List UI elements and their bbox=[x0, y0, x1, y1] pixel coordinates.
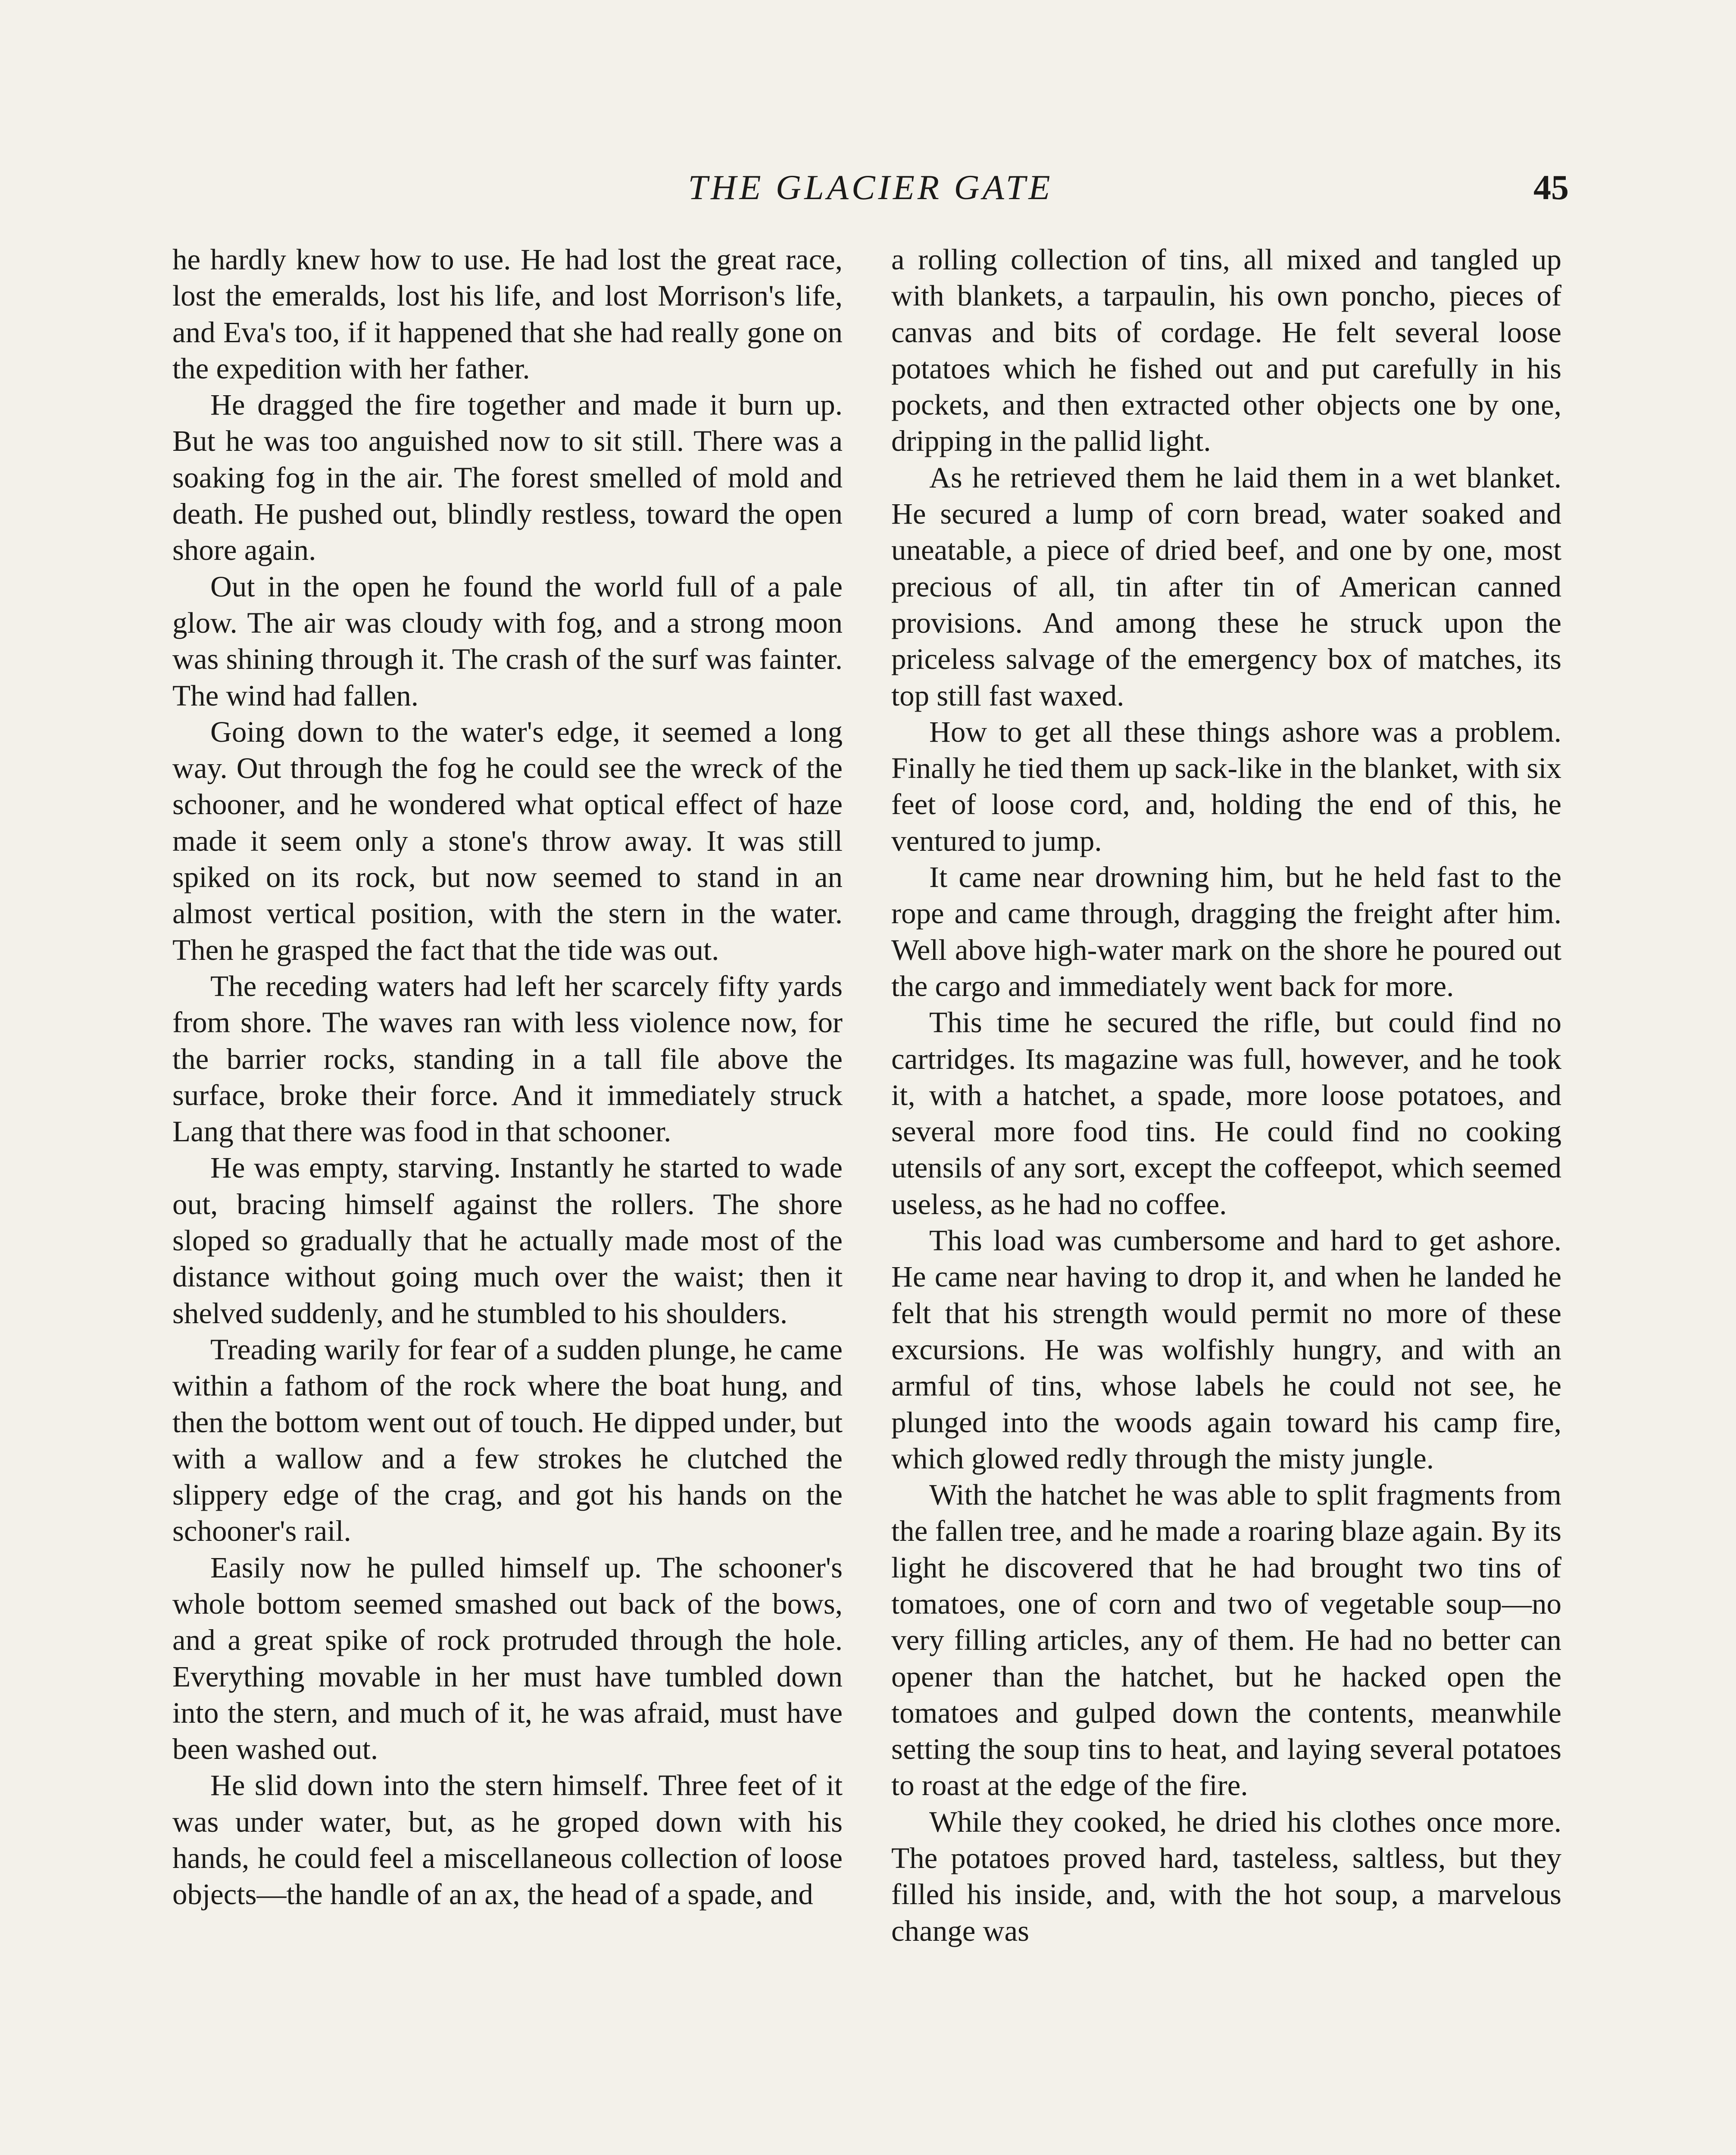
running-header bbox=[172, 164, 1569, 216]
paragraph: It came near drowning him, but he held fast to the rope and came through, dragging the freight after him. Well above high-water mark on the shore he poured out the cargo and immediately went back for more. bbox=[891, 861, 1561, 1003]
page-number: 45 bbox=[1533, 168, 1569, 207]
paragraph: This load was cumbersome and hard to get ashore. He came near having to drop it, and when he landed he felt that his strength would permit no more of these excursions. He was wolfishly hungry, and with an armful of tins, whose labels he could not see, he plunged into the woods again toward his camp fire, which glowed redly through the misty jungle. bbox=[891, 1224, 1561, 1475]
paragraph: How to get all these things ashore was a problem. Finally he tied them up sack-like in the blanket, with six feet of loose cord, and, holding the end of this, he ventured to jump. bbox=[891, 715, 1561, 857]
right-column bbox=[891, 241, 1561, 2155]
paragraph: Going down to the water's edge, it seemed a long way. Out through the fog he could see the wreck of the schooner, and he wondered what optical effect of haze made it seem only a stone's throw away. It was still spiked on its rock, but now seemed to stand in an almost vertical position, with the stern in the water. Then he grasped the fact that the tide was out. bbox=[172, 715, 843, 966]
paragraph: Treading warily for fear of a sudden plunge, he came within a fathom of the rock where the boat hung, and then the bottom went out of touch. He dipped under, but with a wallow and a few strokes he clutched the slippery edge of the crag, and got his hands on the schooner's rail. bbox=[172, 1333, 843, 1548]
paragraph: Easily now he pulled himself up. The schooner's whole bottom seemed smashed out back of the bows, and a great spike of rock protruded through the hole. Everything movable in her must have tumbled down into the stern, and much of it, he was afraid, must have been washed out. bbox=[172, 1551, 843, 1766]
running-title: THE GLACIER GATE bbox=[688, 168, 1053, 207]
paragraph: The receding waters had left her scarcely fifty yards from shore. The waves ran with less violence now, for the barrier rocks, standing in a tall file above the surface, broke their force. And it immediately struck Lang that there was food in that schooner. bbox=[172, 969, 843, 1148]
paragraph: a rolling collection of tins, all mixed and tangled up with blankets, a tarpaulin, his own poncho, pieces of canvas and bits of cordage. He felt several loose potatoes which he fished out and put carefully in his pockets, and then extracted other objects one by one, dripping in the pallid light. bbox=[891, 243, 1561, 458]
paragraph: He slid down into the stern himself. Three feet of it was under water, but, as he groped down with his hands, he could feel a miscellaneous collection of loose objects—the handle of an ax, the head of a spade, and bbox=[172, 1769, 843, 1911]
paragraph: He was empty, starving. Instantly he started to wade out, bracing himself against the rollers. The shore sloped so gradually that he actually made most of the distance without going much over the waist; then it shelved suddenly, and he stumbled to his shoulders. bbox=[172, 1151, 843, 1330]
left-column bbox=[172, 241, 843, 2155]
paragraph: he hardly knew how to use. He had lost the great race, lost the emeralds, lost his life, and lost Morrison's life, and Eva's too, if it happened that she had really gone on the expedition with her father. bbox=[172, 243, 843, 385]
paragraph: As he retrieved them he laid them in a wet blanket. He secured a lump of corn bread, water soaked and uneatable, a piece of dried beef, and one by one, most precious of all, tin after tin of American canned provisions. And among these he struck upon the priceless salvage of the emergency box of matches, its top still fast waxed. bbox=[891, 461, 1561, 712]
paragraph: This time he secured the rifle, but could find no cartridges. Its magazine was full, however, and he took it, with a hatchet, a spade, more loose potatoes, and several more food tins. He could find no cooking utensils of any sort, except the coffeepot, which seemed useless, as he had no coffee. bbox=[891, 1006, 1561, 1221]
paragraph: He dragged the fire together and made it burn up. But he was too anguished now to sit still. There was a soaking fog in the air. The forest smelled of mold and death. He pushed out, blindly restless, toward the open shore again. bbox=[172, 388, 843, 567]
paragraph: While they cooked, he dried his clothes once more. The potatoes proved hard, tasteless, saltless, but they filled his inside, and, with the hot soup, a marvelous change was bbox=[891, 1805, 1561, 1947]
paragraph: Out in the open he found the world full of a pale glow. The air was cloudy with fog, and a strong moon was shining through it. The crash of the surf was fainter. The wind had fallen. bbox=[172, 570, 843, 712]
paragraph: With the hatchet he was able to split fragments from the fallen tree, and he made a roaring blaze again. By its light he discovered that he had brought two tins of tomatoes, one of corn and two of vegetable soup—no very filling articles, any of them. He had no better can opener than the hatchet, but he hacked open the tomatoes and gulped down the contents, meanwhile setting the soup tins to heat, and laying several potatoes to roast at the edge of the fire. bbox=[891, 1478, 1561, 1802]
